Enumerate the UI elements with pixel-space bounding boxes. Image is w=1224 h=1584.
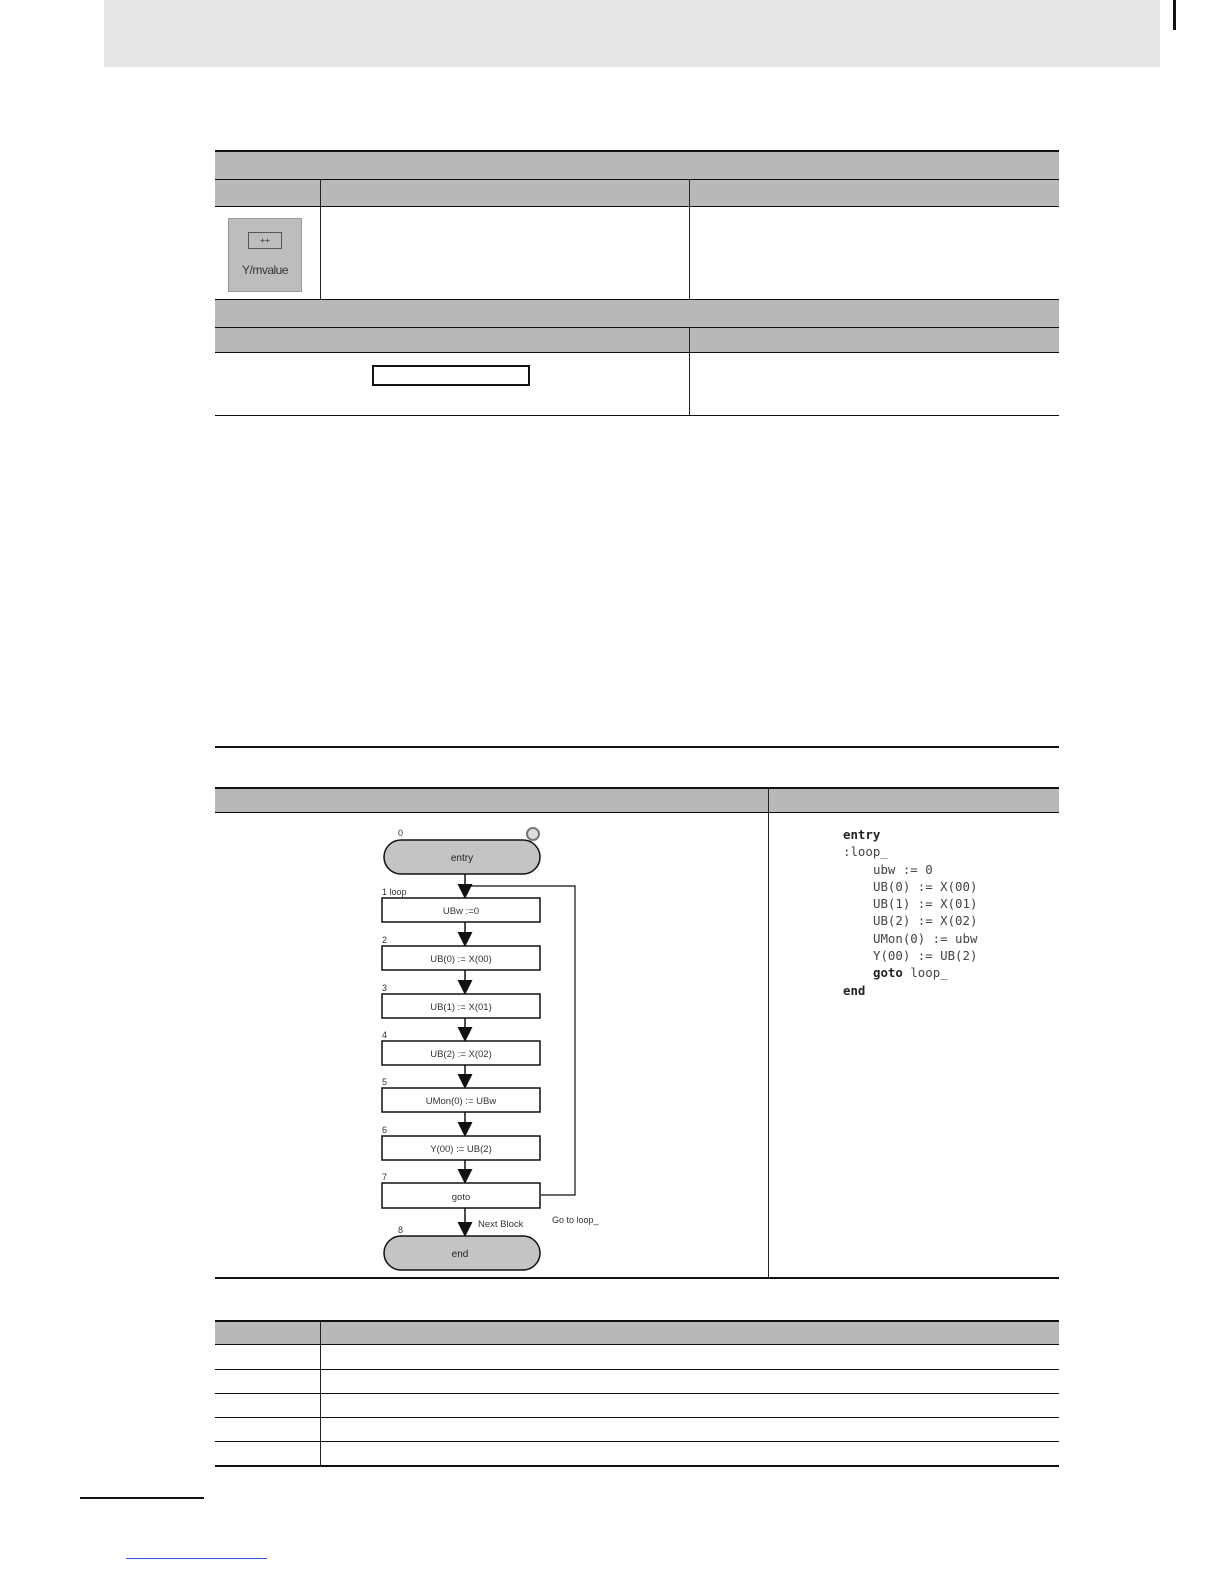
table-rule	[215, 812, 1059, 813]
table-row-rule	[215, 1369, 1059, 1370]
yimvalue-tool-icon[interactable]	[228, 218, 302, 292]
table-rule	[215, 1344, 1059, 1345]
node-label: Y(00) := UB(2)	[430, 1144, 492, 1155]
node-label: UB(2) := X(02)	[430, 1049, 492, 1060]
node-label: end	[451, 1249, 469, 1260]
start-marker-icon	[527, 828, 539, 840]
node-number: 2	[382, 935, 388, 945]
table-rule	[215, 206, 1059, 207]
table-row-rule	[215, 1441, 1059, 1442]
code-entry: entry	[843, 827, 881, 842]
table-row-rule	[215, 1417, 1059, 1418]
table-header-row	[215, 789, 1059, 812]
flowchart-diagram	[360, 822, 620, 1277]
table-col-divider	[689, 180, 690, 299]
footer-link-underline[interactable]	[126, 1558, 267, 1559]
node-number: 5	[382, 1077, 388, 1087]
header-edge-mark	[1173, 0, 1176, 30]
code-label: :loop_	[843, 844, 888, 860]
table-col-divider	[689, 328, 690, 416]
code-line: UB(0) := X(00)	[873, 878, 978, 894]
node-number: 4	[382, 1030, 388, 1040]
table-rule	[215, 352, 1059, 353]
code-line: Y(00) := UB(2)	[873, 948, 978, 964]
table-subheader-row	[215, 328, 1059, 352]
table-header-row	[215, 152, 1059, 179]
tool-icon-label: Y/mvalue	[241, 263, 289, 277]
section-rule	[215, 746, 1059, 748]
node-label: UBw :=0	[442, 906, 480, 917]
node-label: UB(1) := X(01)	[430, 1002, 492, 1013]
code-goto-target: loop_	[910, 965, 948, 981]
node-label: UMon(0) := UBw	[425, 1096, 497, 1107]
table-rule	[215, 1277, 1059, 1279]
code-line: UMon(0) := ubw	[873, 930, 978, 946]
value-display-icon: ++	[248, 232, 282, 249]
node-label: entry	[450, 853, 474, 864]
next-block-label: Next Block	[478, 1219, 524, 1230]
code-line: ubw := 0	[873, 861, 933, 877]
code-end: end	[843, 982, 866, 998]
page-header-band	[104, 0, 1160, 67]
table-header-row	[215, 1322, 1059, 1344]
node-number: 8	[398, 1225, 404, 1235]
table-row-rule	[215, 1393, 1059, 1394]
node-number: 0	[398, 828, 404, 838]
goto-note: Go to loop_	[552, 1215, 599, 1225]
table-rule	[215, 415, 1059, 416]
node-label: goto	[451, 1192, 471, 1203]
table-col-divider	[320, 180, 321, 299]
table-subheader-row	[215, 180, 1059, 206]
code-goto-keyword: goto	[873, 965, 903, 981]
code-line: UB(2) := X(02)	[873, 913, 978, 929]
node-number: 7	[382, 1172, 388, 1182]
node-number: 6	[382, 1125, 388, 1135]
node-label: UB(0) := X(00)	[430, 954, 492, 965]
code-goto-line	[843, 964, 977, 981]
value-display-box	[372, 365, 530, 386]
node-number: 1 loop	[382, 887, 407, 897]
table-header-row	[215, 300, 1059, 327]
table-rule	[215, 1465, 1059, 1467]
code-line: UB(1) := X(01)	[873, 896, 978, 912]
node-number: 3	[382, 983, 388, 993]
code-listing	[843, 826, 977, 999]
footer-rule	[80, 1497, 204, 1499]
table-col-divider	[768, 789, 769, 1277]
